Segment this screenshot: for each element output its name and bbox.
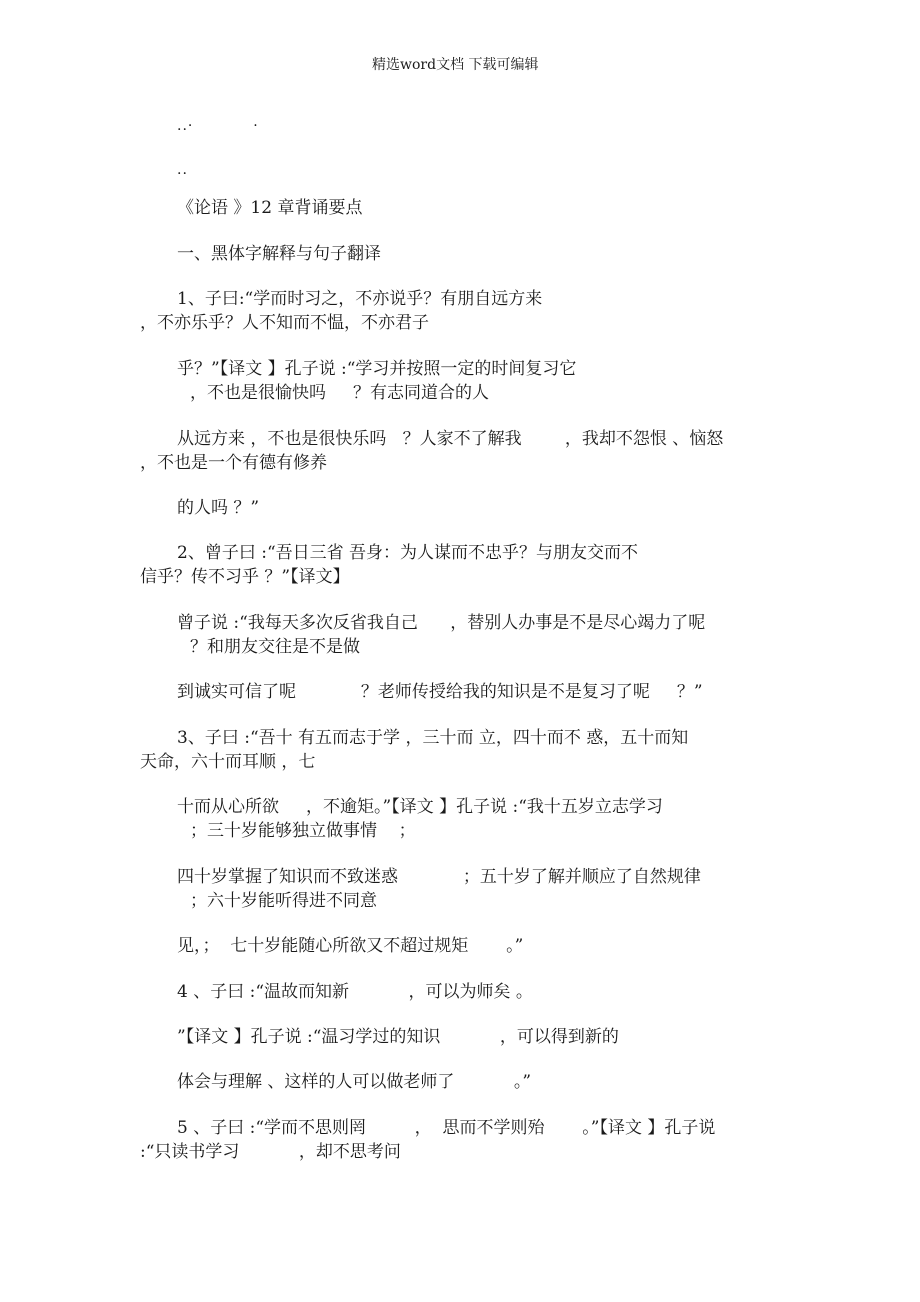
page-header: 精选word文档 下载可编辑: [372, 57, 539, 73]
paragraph-line: 1、子曰:“学而时习之，不亦说乎？有朋自远方来: [177, 289, 543, 309]
document-title: 《论语 》12 章背诵要点: [177, 198, 363, 218]
paragraph-line: 曾子说 :“我每天多次反省我自己 ，替别人办事是不是尽心竭力了呢: [177, 613, 706, 633]
paragraph-line: 2、曾子曰 :“吾日三省 吾身：为人谋而不忠乎？与朋友交而不: [177, 543, 639, 563]
paragraph-line: ”【译文 】孔子说 :“温习学过的知识 ，可以得到新的: [177, 1027, 619, 1047]
paragraph-line: 3、子曰 :“吾十 有五而志于学 ，三十而 立，四十而不 惑，五十而知: [177, 728, 689, 748]
paragraph-line: ，不亦乐乎？人不知而不愠，不亦君子: [140, 313, 429, 333]
paragraph-line: 4 、子曰 :“温故而知新 ，可以为师矣 。: [177, 982, 533, 1002]
stray-marks: ..: [177, 162, 188, 178]
paragraph-line: 从远方来 ，不也是很快乐吗 ？人家不了解我 ，我却不怨恨 、恼怒: [177, 429, 724, 449]
paragraph-line: ；三十岁能够独立做事情 ；: [190, 821, 416, 841]
stray-marks: ..· ·: [177, 118, 259, 134]
paragraph-line: 见，； 七十岁能随心所欲又不超过规矩 。”: [177, 936, 524, 956]
paragraph-line: :“只读书学习 ，却不思考问: [140, 1142, 401, 1162]
paragraph-line: ；六十岁能听得进不同意: [190, 891, 377, 911]
section-heading: 一、黑体字解释与句子翻译: [177, 244, 381, 264]
paragraph-line: ，不也是一个有德有修养: [140, 453, 327, 473]
paragraph-line: 信乎？传不习乎 ？”【译文】: [140, 567, 350, 587]
paragraph-line: 到诚实可信了呢 ？老师传授给我的知识是不是复习了呢 ？”: [177, 682, 703, 702]
paragraph-line: ，不也是很愉快吗 ？有志同道合的人: [190, 383, 490, 403]
paragraph-line: 体会与理解 、这样的人可以做老师了 。”: [177, 1072, 532, 1092]
paragraph-line: ？和朋友交往是不是做: [190, 637, 360, 657]
paragraph-line: 5 、子曰 :“学而不思则罔 ， 思而不学则殆 。”【译文 】孔子说: [177, 1118, 716, 1138]
paragraph-line: 十而从心所欲 ，不逾矩。”【译文 】孔子说 :“我十五岁立志学习: [177, 797, 663, 817]
paragraph-line: 四十岁掌握了知识而不致迷惑 ；五十岁了解并顺应了自然规律: [177, 867, 701, 887]
paragraph-line: 天命，六十而耳顺 ，七: [140, 752, 316, 772]
paragraph-line: 乎？”【译文 】孔子说 :“学习并按照一定的时间复习它: [177, 359, 577, 379]
paragraph-line: 的人吗 ？”: [177, 498, 260, 518]
